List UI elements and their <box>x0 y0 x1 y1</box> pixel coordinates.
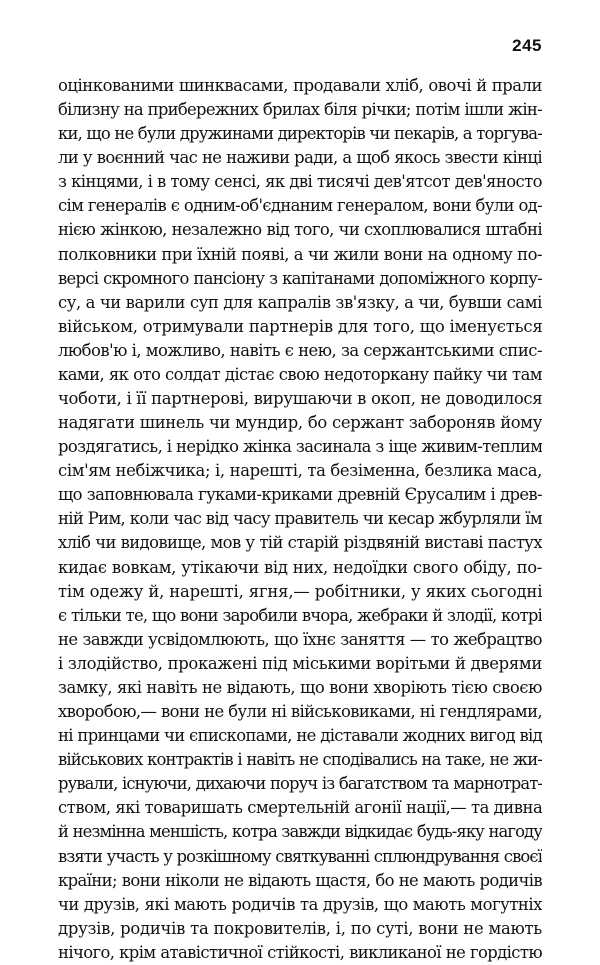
text-line: чи друзів, які мають родичів та друзів, що мають могутніх <box>58 894 542 914</box>
text-line: країни; вони ніколи не відають щастя, бо не мають родичів <box>58 870 542 890</box>
text-line: ні принцами чи єпископами, не діставали жодних вигод від <box>58 726 542 746</box>
text-line: кидає вовкам, утікаючи від них, недоїдки свого обіду, по- <box>58 557 542 577</box>
text-line: друзів, родичів та покровителів, і, по суті, вони не мають <box>58 918 542 938</box>
text-line: чоботи, і її партнерові, вирушаючи в окоп, не доводилося <box>58 389 542 409</box>
text-line: любов'ю і, можливо, навіть є нею, за сержантськими спис- <box>58 340 542 360</box>
text-line: і злодійство, прокажені під міськими ворітьми й дверями <box>58 653 542 673</box>
text-line: полковники при їхній появі, а чи жили вони на одному по- <box>58 244 542 264</box>
text-line: ли у воєнний час не наживи ради, а щоб якось звести кінці <box>58 148 542 168</box>
text-line: рували, існуючи, дихаючи поруч із багатством та марнотрат- <box>58 774 542 794</box>
text-line: що заповнювала гуками-криками древній Єрусалим і древ- <box>58 485 542 505</box>
text-line: не завжди усвідомлюють, що їхнє заняття — то жебрацтво <box>58 629 542 649</box>
text-line: ками, як ото солдат дістає свою недоторкану пайку чи там <box>58 364 542 384</box>
text-line: оцінкованими шинквасами, продавали хліб, овочі й прали <box>58 76 542 95</box>
text-line: су, а чи варили суп для капралів зв'язку, а чи, бувши самі <box>58 292 542 312</box>
text-line: військом, отримували партнерів для того, що іменується <box>58 316 542 336</box>
text-line: нією жінкою, незалежно від того, чи схоплювалися штабні <box>58 220 542 240</box>
text-line: з кінцями, і в тому сенсі, як дві тисячі дев'ятсот дев'яносто <box>58 172 542 192</box>
body-text <box>58 74 542 965</box>
text-line: сім'ям небіжчика; і, нарешті, та безіменна, безлика маса, <box>58 461 542 481</box>
text-line: надягати шинель чи мундир, бо сержант забороняв йому <box>58 413 542 433</box>
text-line: нічого, крім атавістичної стійкості, викликаної не гордістю <box>58 942 542 962</box>
page-number: 245 <box>512 36 542 55</box>
text-line: білизну на прибережних брилах біля річки; потім ішли жін- <box>58 100 542 120</box>
text-line: роздягатись, і нерідко жінка засинала з іще живим-теплим <box>58 437 542 457</box>
text-line: сім генералів є одним-об'єднаним генералом, вони були од- <box>58 196 542 216</box>
text-line: є тільки те, що вони заробили вчора, жебраки й злодії, котрі <box>58 605 542 625</box>
text-line: ки, що не були дружинами директорів чи пекарів, а торгува- <box>58 124 542 144</box>
text-line: ній Рим, коли час від часу правитель чи кесар жбурляли їм <box>58 509 542 529</box>
text-line: замку, які навіть не відають, що вони хворіють тією своєю <box>58 677 542 697</box>
text-line: хліб чи видовище, мов у тій старій різдвяній виставі пастух <box>58 533 542 553</box>
text-line: ством, які товаришать смертельній агонії нації,— та дивна <box>58 798 542 818</box>
text-line: хворобою,— вони не були ні військовиками, ні гендлярами, <box>58 702 542 722</box>
text-line: й незмінна меншість, котра завжди відкидає будь-яку нагоду <box>58 822 542 842</box>
text-line: військових контрактів і навіть не сподівались на таке, не жи- <box>58 750 542 770</box>
text-line: взяти участь у розкішному святкуванні сплюндрування своєї <box>58 846 542 866</box>
text-line: тім одежу й, нарешті, ягня,— робітники, у яких сьогодні <box>58 581 542 601</box>
text-line: версі скромного пансіону з капітанами допоміжного корпу- <box>58 268 542 288</box>
